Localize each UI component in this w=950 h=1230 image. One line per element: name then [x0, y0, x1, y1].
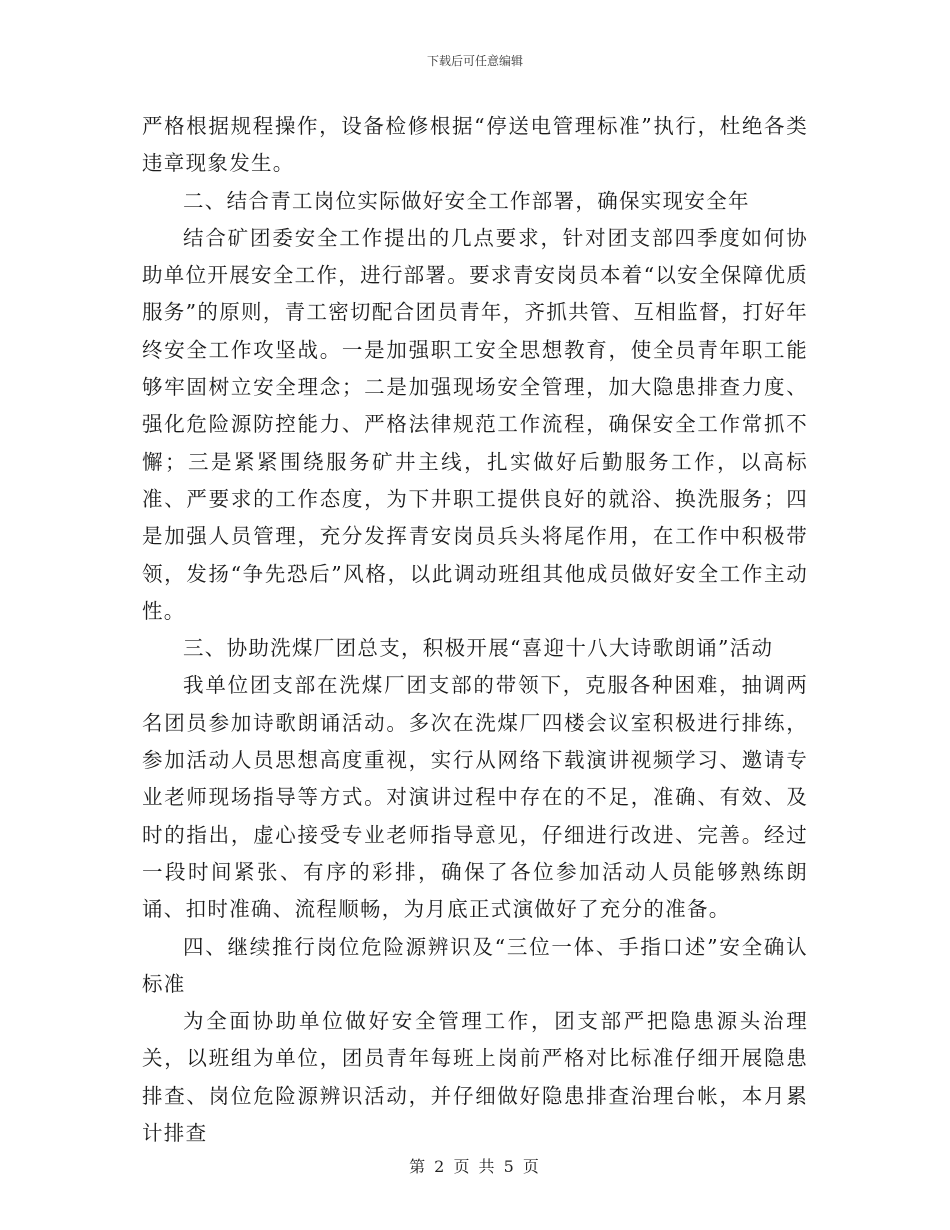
section-heading-3: 三、协助洗煤厂团总支，积极开展“喜迎十八大诗歌朗诵”活动 [183, 636, 774, 661]
paragraph-section-3: 我单位团支部在洗煤厂团支部的带领下，克服各种困难，抽调两名团员参加诗歌朗诵活动。多次在洗煤厂四楼会议室积极进行排练，参加活动人员思想高度重视，实行从网络下载演讲视频学习、邀请专业老师现场指导等方式。对演讲过程中存在的不足，准确、有效、及时的指出，虚心接受专业老师指导意见，仔细进行改进、完善。经过一段时间紧张、有序的彩排，确保了各位参加活动人员能够熟练朗诵、扣时准确、流程顺畅，为月底正式演做好了充分的准备。 [142, 673, 808, 922]
section-heading-2: 二、结合青工岗位实际做好安全工作部署，确保实现安全年 [183, 188, 750, 213]
paragraph-section-2: 结合矿团委安全工作提出的几点要求，针对团支部四季度如何协助单位开展安全工作，进行部署。要求青安岗员本着“以安全保障优质服务”的原则，青工密切配合团员青年，齐抓共管、互相监督，打好年终安全工作攻坚战。一是加强职工安全思想教育，使全员青年职工能够牢固树立安全理念；二是加强现场安全管理，加大隐患排查力度、强化危险源防控能力、严格法律规范工作流程，确保安全工作常抓不懈；三是紧紧围绕服务矿井主线，扎实做好后勤服务工作，以高标准、严要求的工作态度，为下井职工提供良好的就浴、换洗服务；四是加强人员管理，充分发挥青安岗员兵头将尾作用，在工作中积极带领，发扬“争先恐后”风格，以此调动班组其他成员做好安全工作主动性。 [142, 225, 808, 623]
paragraph-1: 严格根据规程操作，设备检修根据“停送电管理标准”执行，杜绝各类违章现象发生。 [142, 114, 808, 176]
section-heading-4: 四、继续推行岗位危险源辨识及“三位一体、手指口述”安全确认标准 [142, 934, 808, 996]
page-header-note: 下载后可任意编辑 [426, 54, 523, 68]
document-body [142, 108, 808, 1152]
page-number: 第 2 页 共 5 页 [409, 1157, 541, 1176]
paragraph-section-4: 为全面协助单位做好安全管理工作，团支部严把隐患源头治理关，以班组为单位，团员青年每班上岗前严格对比标准仔细开展隐患排查、岗位危险源辨识活动，并仔细做好隐患排查治理台帐，本月累计排查 [142, 1009, 808, 1146]
